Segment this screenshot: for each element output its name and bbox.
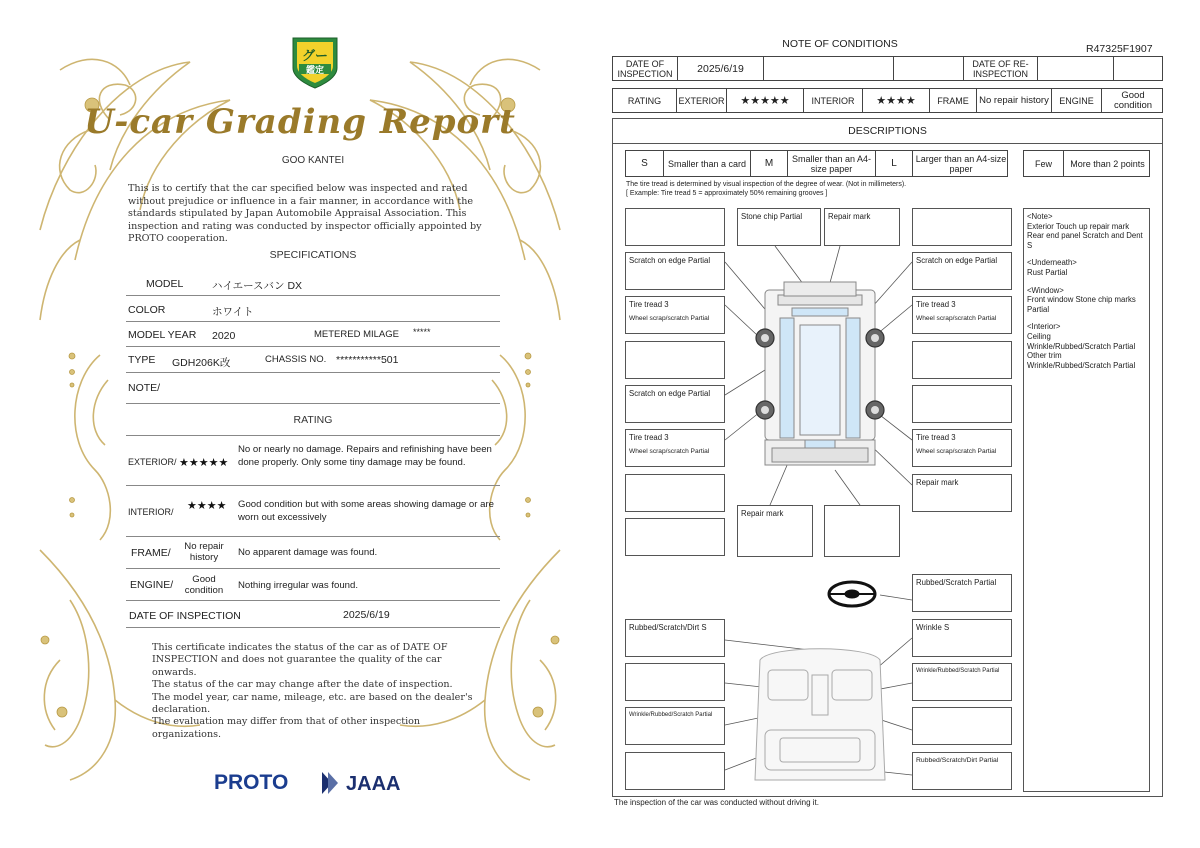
- descriptions-heading: DESCRIPTIONS: [613, 119, 1162, 144]
- empty-annotation-box-4: [912, 341, 1012, 379]
- exterior-stars: ★★★★★: [179, 457, 229, 469]
- note-interior: <Interior> Ceiling Wrinkle/Rubbed/Scratch Partial Other trim Wrinkle/Rubbed/Scratch Partial: [1027, 322, 1136, 370]
- empty-annotation-box-6: [625, 474, 725, 512]
- annotation-wrinkle-s: Wrinkle S: [912, 619, 1012, 657]
- tire-tread-label: Tire tread 3: [916, 433, 956, 442]
- annotation-scratch-edge-right-1: Scratch on edge Partial: [912, 252, 1012, 290]
- legend-code-l: L: [875, 151, 912, 176]
- note-underneath: <Underneath> Rust Partial: [1027, 258, 1077, 277]
- condition-notes-panel: [1023, 208, 1150, 792]
- interior-label: INTERIOR: [803, 89, 862, 112]
- rating-row-exterior: [126, 436, 500, 486]
- model-year-label: MODEL YEAR: [128, 329, 197, 341]
- tire-tread-label: Tire tread 3: [629, 433, 669, 442]
- engine-label: ENGINE: [1051, 89, 1101, 112]
- tire-tread-note: The tire tread is determined by visual inspection of the degree of wear. (Not in millimeters). [ Example: Tire tread 5 = approximately 50% remaining grooves ]: [626, 181, 907, 197]
- inspection-disclaimer: The inspection of the car was conducted without driving it.: [614, 798, 819, 807]
- spec-row-model: [126, 270, 500, 296]
- empty-annotation-box-11: [625, 752, 725, 790]
- rating-row-frame: [126, 537, 500, 569]
- empty-annotation-box-8: [824, 505, 900, 557]
- annotation-tire-right-rear: [912, 429, 1012, 467]
- sheet-reference: R47325F1907: [1086, 43, 1153, 55]
- date-empty-cell: [763, 57, 893, 80]
- empty-annotation-box-10: [912, 707, 1012, 745]
- date-table: [612, 56, 1163, 81]
- chassis-label: CHASSIS NO.: [265, 354, 327, 365]
- frame-label: FRAME: [929, 89, 976, 112]
- note-window: <Window> Front window Stone chip marks Partial: [1027, 285, 1136, 314]
- specifications-heading: SPECIFICATIONS: [269, 249, 357, 261]
- legend-text-m: Smaller than an A4-size paper: [787, 151, 875, 176]
- legend-text-few: More than 2 points: [1063, 151, 1151, 176]
- exterior-description: No or nearly no damage. Repairs and refinishing have been done properly. Only some tiny damage may be found.: [238, 444, 492, 468]
- legend-text-l: Larger than an A4-size paper: [912, 151, 1009, 176]
- empty-annotation-box-5: [912, 385, 1012, 423]
- annotation-wrinkle-rubbed-scratch-right: Wrinkle/Rubbed/Scratch Partial: [912, 663, 1012, 701]
- annotation-rubbed-scratch-dirt-partial: Rubbed/Scratch/Dirt Partial: [912, 752, 1012, 790]
- tire-tread-label: Tire tread 3: [629, 300, 669, 309]
- annotation-scratch-edge-left-1: Scratch on edge Partial: [625, 252, 725, 290]
- color-value: ホワイト: [212, 306, 254, 318]
- chassis-value: ***********501: [336, 354, 399, 366]
- annotation-tire-right-front: [912, 296, 1012, 334]
- rating-divider: [126, 420, 500, 436]
- spec-row-type: [126, 347, 500, 373]
- sheet-title: NOTE OF CONDITIONS: [782, 38, 898, 50]
- frame-value: No repair history: [976, 89, 1051, 112]
- empty-annotation-box-7: [625, 518, 725, 556]
- model-label: MODEL: [146, 278, 184, 290]
- type-value: GDH206K改: [172, 357, 231, 369]
- annotation-scratch-edge-left-2: Scratch on edge Partial: [625, 385, 725, 423]
- rating-label: RATING: [627, 95, 662, 106]
- legend-text-s: Smaller than a card: [663, 151, 750, 176]
- annotation-repair-mark-right: Repair mark: [912, 474, 1012, 512]
- annotation-wrinkle-rubbed-scratch-left: Wrinkle/Rubbed/Scratch Partial: [625, 707, 725, 745]
- certificate-subtitle: GOO KANTEI: [281, 155, 345, 166]
- legend-code-s: S: [641, 157, 648, 169]
- rating-heading: RATING: [293, 414, 333, 426]
- goo-kantei-badge-icon: [287, 32, 343, 90]
- annotation-tire-left-front: [625, 296, 725, 334]
- certificate-footer: This certificate indicates the status of the car as of DATE OF INSPECTION and does not guarantee the quality of the car onwards. The status of the car may change after the date of inspection. The model year, car name, mileage, etc. are based on the dealer's declaration. The evaluation may differ from that of other inspection organizations.: [152, 642, 473, 740]
- legend-code-m: M: [750, 151, 787, 176]
- wheel-scrap-label: Wheel scrap/scratch Partial: [629, 314, 710, 322]
- annotation-repair-mark-bottom: Repair mark: [737, 505, 813, 557]
- spec-row-model-year: [126, 322, 500, 347]
- color-label: COLOR: [128, 304, 166, 316]
- model-year-value: 2020: [212, 330, 236, 342]
- empty-annotation-box-2: [912, 208, 1012, 246]
- jaaa-logo: JAAA: [346, 773, 401, 795]
- jaaa-logo-icon: [320, 770, 342, 796]
- frame-label: FRAME/: [131, 547, 171, 559]
- date-of-reinspection-value: [1037, 57, 1113, 80]
- annotation-repair-mark-top: Repair mark: [824, 208, 900, 246]
- date-of-inspection-value: 2025/6/19: [677, 57, 763, 80]
- annotation-tire-left-rear: [625, 429, 725, 467]
- engine-label: ENGINE/: [130, 579, 174, 591]
- exterior-label: EXTERIOR: [676, 89, 726, 112]
- type-label: TYPE: [128, 354, 156, 366]
- metered-milage-label: METERED MILAGE: [314, 329, 399, 340]
- frame-value: No repair history: [184, 541, 224, 563]
- svg-text:鑑定: 鑑定: [305, 66, 325, 76]
- frame-description: No apparent damage was found.: [238, 547, 378, 558]
- empty-annotation-box-9: [625, 663, 725, 701]
- spec-row-note: [126, 373, 500, 404]
- date-empty-cell-3: [1113, 57, 1164, 80]
- interior-stars: ★★★★: [862, 89, 929, 112]
- engine-value: Good condition: [184, 574, 224, 596]
- certificate-title: U-car Grading Report: [84, 102, 516, 142]
- rating-row-interior: [126, 486, 500, 537]
- date-of-inspection-label: DATE OF INSPECTION: [129, 610, 241, 622]
- empty-annotation-box-3: [625, 341, 725, 379]
- model-value: ハイエースバン DX: [212, 280, 303, 292]
- rating-table: [612, 88, 1163, 113]
- exterior-label: EXTERIOR/: [128, 457, 177, 467]
- annotation-stone-chip: Stone chip Partial: [737, 208, 821, 246]
- note-general: <Note> Exterior Touch up repair mark Rear end panel Scratch and Dent S: [1027, 212, 1143, 250]
- interior-description: Good condition but with some areas showing damage or are worn out excessively: [238, 499, 494, 523]
- svg-text:グー: グー: [301, 49, 329, 64]
- damage-size-legend: [625, 150, 1008, 177]
- annotation-rubbed-scratch-dirt-s: Rubbed/Scratch/Dirt S: [625, 619, 725, 657]
- annotation-rubbed-scratch: Rubbed/Scratch Partial: [912, 574, 1012, 612]
- note-label: NOTE/: [128, 382, 161, 394]
- date-of-inspection-label: DATE OF INSPECTION: [617, 58, 673, 79]
- damage-count-legend: [1023, 150, 1150, 177]
- rating-row-engine: [126, 569, 500, 601]
- interior-label: INTERIOR/: [128, 507, 174, 517]
- rating-row-date: [126, 601, 500, 628]
- wheel-scrap-label: Wheel scrap/scratch Partial: [916, 314, 997, 322]
- spec-row-color: [126, 296, 500, 322]
- engine-value: Good condition: [1101, 89, 1164, 112]
- exterior-stars: ★★★★★: [726, 89, 803, 112]
- metered-milage-value: *****: [413, 327, 431, 337]
- proto-logo: PROTO: [214, 771, 289, 794]
- tire-tread-label: Tire tread 3: [916, 300, 956, 309]
- engine-description: Nothing irregular was found.: [238, 580, 358, 591]
- empty-annotation-box: [625, 208, 725, 246]
- wheel-scrap-label: Wheel scrap/scratch Partial: [629, 447, 710, 455]
- date-of-reinspection-label: DATE OF RE-INSPECTION: [963, 57, 1037, 80]
- date-of-inspection-value: 2025/6/19: [343, 609, 390, 621]
- interior-stars: ★★★★: [187, 500, 227, 512]
- legend-code-few: Few: [1034, 158, 1052, 169]
- date-empty-cell-2: [893, 57, 963, 80]
- wheel-scrap-label: Wheel scrap/scratch Partial: [916, 447, 997, 455]
- certificate-intro: This is to certify that the car specified below was inspected and rated without prejudice or influence in a fair manner, in accordance with the standards stipulated by Japan Automobile Appraisal Association. This inspection and rating was conducted by inspector officially appointed by PROTO cooperation.: [128, 183, 482, 245]
